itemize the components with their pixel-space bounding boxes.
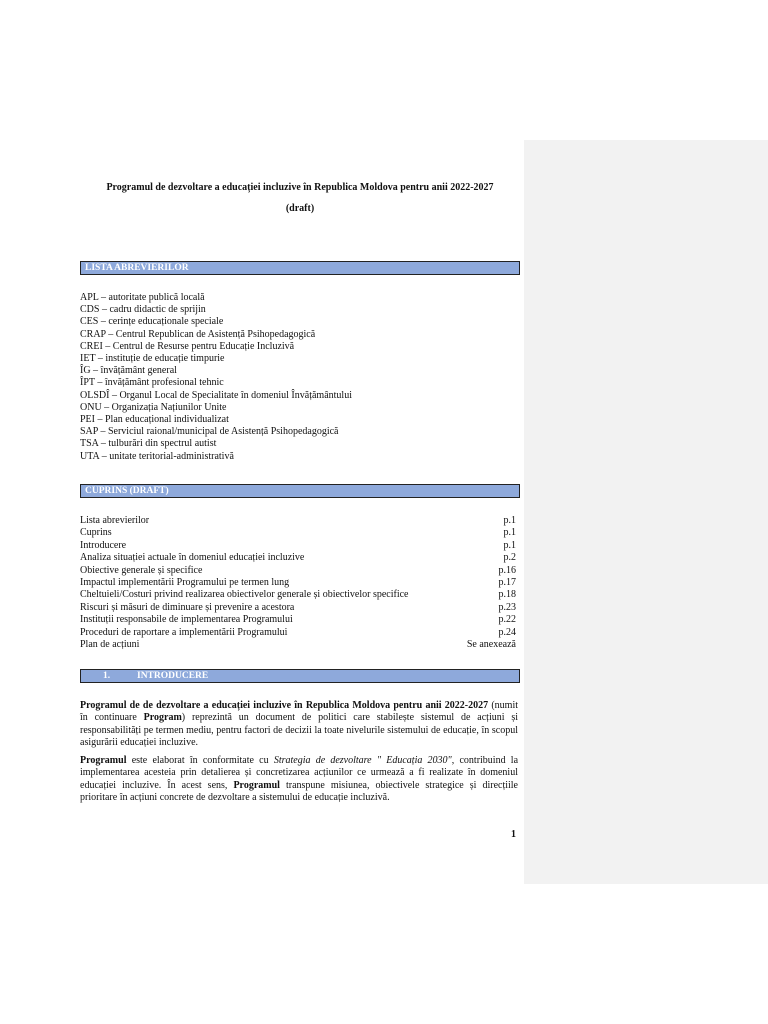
intro-paragraph-1 — [80, 700, 518, 749]
introduction-number: 1. — [103, 671, 111, 681]
comment-pane — [524, 140, 768, 884]
toc-row[interactable] — [80, 540, 518, 552]
toc-list — [80, 515, 518, 651]
intro-p2-a: este elaborat în conformitate cu — [126, 755, 274, 766]
toc-row[interactable] — [80, 565, 518, 577]
intro-p2-italic: Strategia de dezvoltare " Educația 2030" — [273, 755, 452, 766]
abbreviations-heading-text: LISTA ABREVIERILOR — [85, 263, 189, 273]
toc-row[interactable] — [80, 577, 518, 589]
abbreviations-heading — [80, 261, 520, 275]
intro-p1-bold2: Program — [143, 712, 182, 724]
toc-label: Cuprins — [80, 527, 112, 539]
abbreviation-item: CDS – cadru didactic de sprijin — [80, 304, 206, 316]
abbreviation-item: APL – autoritate publică locală — [80, 292, 205, 303]
toc-label: Introducere — [80, 539, 127, 551]
abbreviation-item: UTA – unitate teritorial-administrativă — [80, 450, 234, 462]
introduction-heading — [80, 669, 520, 683]
abbreviation-item: ÎG – învățământ general — [80, 365, 177, 377]
toc-page: p.16 — [498, 564, 516, 576]
abbreviation-item: IET – instituție de educație timpurie — [80, 353, 225, 365]
toc-label: Proceduri de raportare a implementării Programului — [80, 626, 288, 638]
toc-row[interactable] — [80, 602, 518, 614]
document-subtitle: (draft) — [285, 203, 315, 214]
toc-label: Plan de acțiuni — [80, 639, 140, 651]
toc-page: p.1 — [503, 539, 516, 551]
toc-page: p.18 — [498, 589, 516, 601]
intro-p1-rest: ) reprezintă un document de politici care stabilește sistemul de acțiuni și responsabilități pe termen mediu, pentru factori de decizii la toate nivelurile sistemului de educație, în scopul asigurării educației incluzive. — [80, 712, 519, 748]
toc-page: p.22 — [498, 614, 516, 626]
toc-page: p.17 — [498, 577, 516, 589]
document-title: Programul de dezvoltare a educației incluzive în Republica Moldova pentru anii 2022-2027 — [106, 182, 494, 193]
toc-label: Analiza situației actuale în domeniul educației incluzive — [80, 552, 305, 564]
toc-row[interactable] — [80, 639, 518, 651]
abbreviation-item: ÎPT – învățământ profesional tehnic — [80, 377, 224, 389]
abbreviation-item: CES – cerințe educaționale speciale — [80, 316, 224, 328]
abbreviation-item: OLSDÎ – Organul Local de Specialitate în domeniul Învățământului — [80, 389, 352, 401]
intro-p2-b: , contribuind la implementarea acesteia prin detalierea și concretizarea acțiunilor ce urmează a fi realizate în domeniul educației incluzive. În acest sens, — [80, 755, 519, 791]
abbreviation-item: PEI – Plan educațional individualizat — [80, 414, 229, 426]
intro-p2-bold2: Programul — [233, 779, 280, 791]
intro-p1-bold: Programul de de dezvoltare a educației incluzive în Republica Moldova pentru anii 2022-2027 — [80, 700, 489, 711]
toc-label: Lista abrevierilor — [80, 515, 150, 526]
toc-heading — [80, 484, 520, 498]
introduction-heading-text: INTRODUCERE — [137, 671, 209, 681]
toc-heading-text: CUPRINS (DRAFT) — [85, 486, 169, 496]
abbreviation-item: CRAP – Centrul Republican de Asistență Psihopedagogică — [80, 328, 316, 340]
toc-page: p.24 — [498, 626, 516, 638]
abbreviation-item: TSA – tulburări din spectrul autist — [80, 438, 217, 450]
abbreviation-item: ONU – Organizația Națiunilor Unite — [80, 401, 227, 413]
abbreviations-list — [80, 292, 352, 463]
toc-page: p.1 — [503, 515, 516, 526]
toc-label: Riscuri și măsuri de diminuare și prevenire a acestora — [80, 601, 295, 613]
toc-row[interactable] — [80, 527, 518, 539]
toc-label: Instituții responsabile de implementarea Programului — [80, 614, 293, 626]
page-number: 1 — [511, 829, 516, 840]
toc-label: Impactul implementării Programului pe termen lung — [80, 577, 290, 589]
toc-row[interactable] — [80, 589, 518, 601]
toc-page: p.1 — [503, 527, 516, 539]
toc-label: Cheltuieli/Costuri privind realizarea obiectivelor generale și obiectivelor specifice — [80, 589, 409, 601]
toc-label: Obiective generale și specifice — [80, 564, 203, 576]
abbreviation-item: CREI – Centrul de Resurse pentru Educație Incluzivă — [80, 340, 295, 352]
toc-row[interactable] — [80, 614, 518, 626]
intro-p2-c: transpune misiunea, obiectivele strategice și direcțiile prioritare în acțiuni concrete de dezvoltare a sistemului de educație incluzivă. — [80, 779, 518, 803]
intro-p2-bold: Programul — [80, 755, 127, 766]
toc-row[interactable] — [80, 627, 518, 639]
toc-row[interactable] — [80, 552, 518, 564]
intro-p1-mid: (numit în continuare — [80, 700, 518, 724]
intro-paragraph-2 — [80, 755, 518, 804]
toc-page: p.2 — [503, 552, 516, 564]
toc-page: p.23 — [498, 601, 516, 613]
toc-page: Se anexează — [466, 639, 516, 651]
abbreviation-item: SAP – Serviciul raional/municipal de Asistență Psihopedagogică — [80, 426, 339, 438]
toc-row[interactable] — [80, 515, 518, 527]
